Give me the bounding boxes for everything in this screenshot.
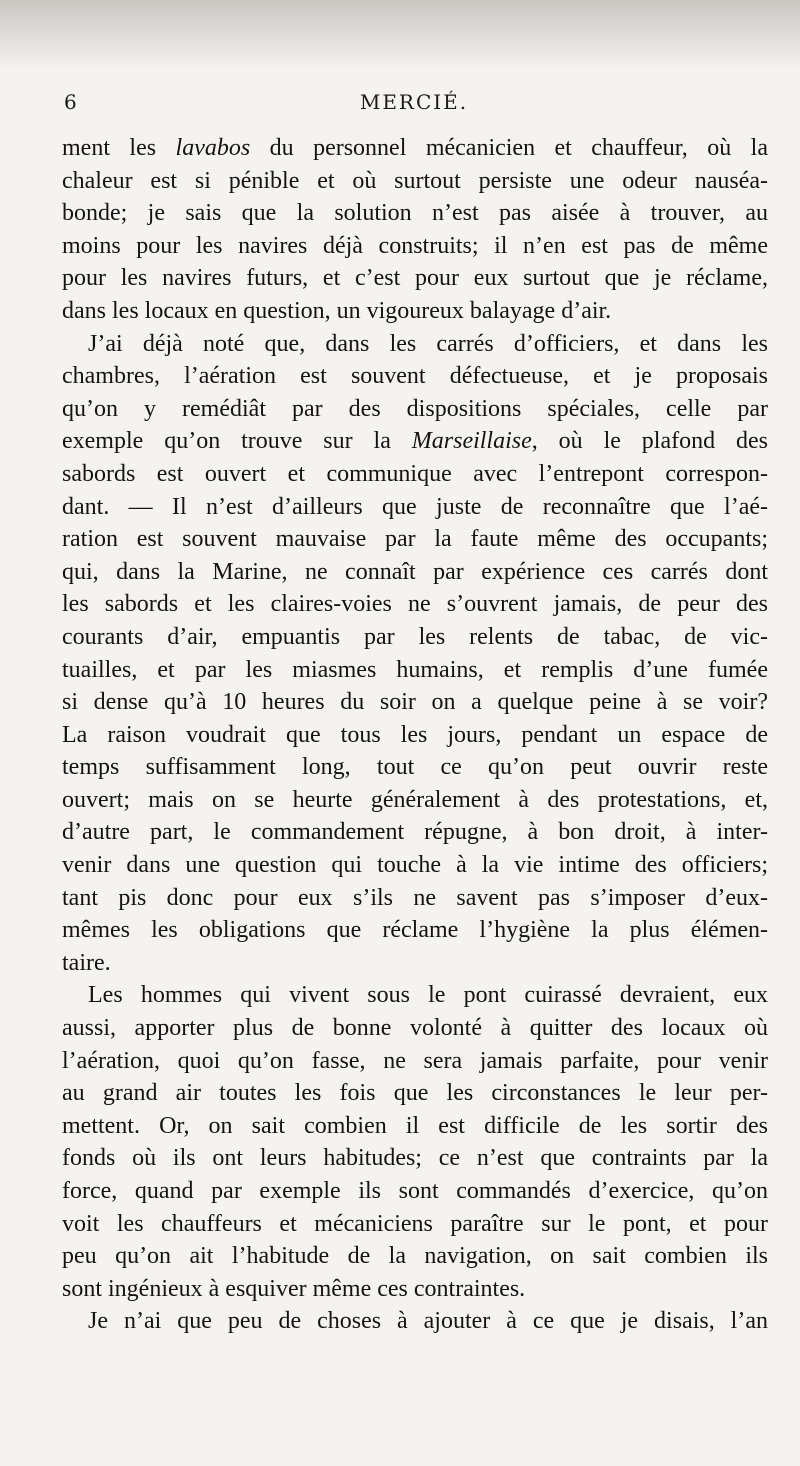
- text-line: Les hommes qui vivent sous le pont cuirassé devraient, eux: [88, 982, 768, 1009]
- text-line: dans les locaux en question, un vigoureux balayage d’air.: [62, 297, 612, 324]
- text-line: ration est souvent mauvaise par la faute même des occupants;: [62, 526, 768, 553]
- text-line: fonds où ils ont leurs habitudes; ce n’est que contraints par la: [62, 1145, 768, 1172]
- page-edge-shadow: [0, 0, 800, 70]
- text-line: temps suffisamment long, tout ce qu’on peut ouvrir reste: [62, 754, 768, 781]
- text-line: bonde; je sais que la solution n’est pas aisée à trouver, au: [62, 200, 768, 227]
- text-line: chaleur est si pénible et où surtout persiste une odeur nauséa-: [62, 167, 768, 194]
- text-line: ouvert; mais on se heurte généralement à des protestations, et,: [62, 786, 768, 813]
- page-header: [64, 82, 764, 122]
- text-line: tant pis donc pour eux s’ils ne savent pas s’imposer d’eux-: [62, 884, 768, 911]
- text-line: exemple qu’on trouve sur la Marseillaise, où le plafond des: [62, 428, 769, 455]
- text-line: si dense qu’à 10 heures du soir on a quelque peine à se voir?: [62, 689, 768, 716]
- text-line: l’aération, quoi qu’on fasse, ne sera jamais parfaite, pour venir: [62, 1047, 768, 1074]
- text-line: venir dans une question qui touche à la vie intime des officiers;: [62, 852, 768, 879]
- text-line: aussi, apporter plus de bonne volonté à quitter des locaux où: [62, 1015, 768, 1042]
- text-line: mettent. Or, on sait combien il est difficile de les sortir des: [62, 1112, 768, 1139]
- running-head: MERCIÉ.: [359, 90, 469, 114]
- text-line: sabords est ouvert et communique avec l’entrepont correspon-: [62, 460, 768, 487]
- text-line: courants d’air, empuantis par les relents de tabac, de vic-: [62, 623, 768, 650]
- text-line: ment les lavabos du personnel mécanicien et chauffeur, où la: [62, 135, 769, 161]
- text-line: moins pour les navires déjà construits; il n’en est pas de même: [62, 232, 768, 259]
- text-line: qu’on y remédiât par des dispositions spéciales, celle par: [62, 395, 768, 422]
- page-number: 6: [64, 90, 77, 114]
- text-line: chambres, l’aération est souvent défectueuse, et je proposais: [62, 363, 768, 390]
- text-line: mêmes les obligations que réclame l’hygiène la plus élémen-: [62, 917, 768, 944]
- text-line: voit les chauffeurs et mécaniciens paraître sur le pont, et pour: [62, 1210, 768, 1237]
- text-line: les sabords et les claires-voies ne s’ouvrent jamais, de peur des: [62, 591, 768, 618]
- text-line: d’autre part, le commandement répugne, à bon droit, à inter-: [62, 819, 768, 846]
- text-line: pour les navires futurs, et c’est pour eux surtout que je réclame,: [62, 265, 768, 292]
- text-line: La raison voudrait que tous les jours, pendant un espace de: [62, 721, 768, 748]
- text-line: au grand air toutes les fois que les circonstances le leur per-: [62, 1080, 768, 1107]
- text-line: sont ingénieux à esquiver même ces contraintes.: [62, 1275, 526, 1302]
- text-line: Je n’ai que peu de choses à ajouter à ce que je disais, l’an: [88, 1308, 768, 1335]
- text-line: J’ai déjà noté que, dans les carrés d’officiers, et dans les: [88, 330, 768, 357]
- text-line: qui, dans la Marine, ne connaît par expérience ces carrés dont: [62, 558, 768, 585]
- text-line: tuailles, et par les miasmes humains, et remplis d’une fumée: [62, 656, 768, 683]
- text-line: taire.: [62, 949, 111, 976]
- text-line: force, quand par exemple ils sont commandés d’exercice, qu’on: [62, 1178, 768, 1204]
- text-line: dant. — Il n’est d’ailleurs que juste de reconnaître que l’aé-: [62, 493, 768, 520]
- body-text: [62, 132, 768, 1338]
- text-line: peu qu’on ait l’habitude de la navigation, on sait combien ils: [62, 1243, 768, 1270]
